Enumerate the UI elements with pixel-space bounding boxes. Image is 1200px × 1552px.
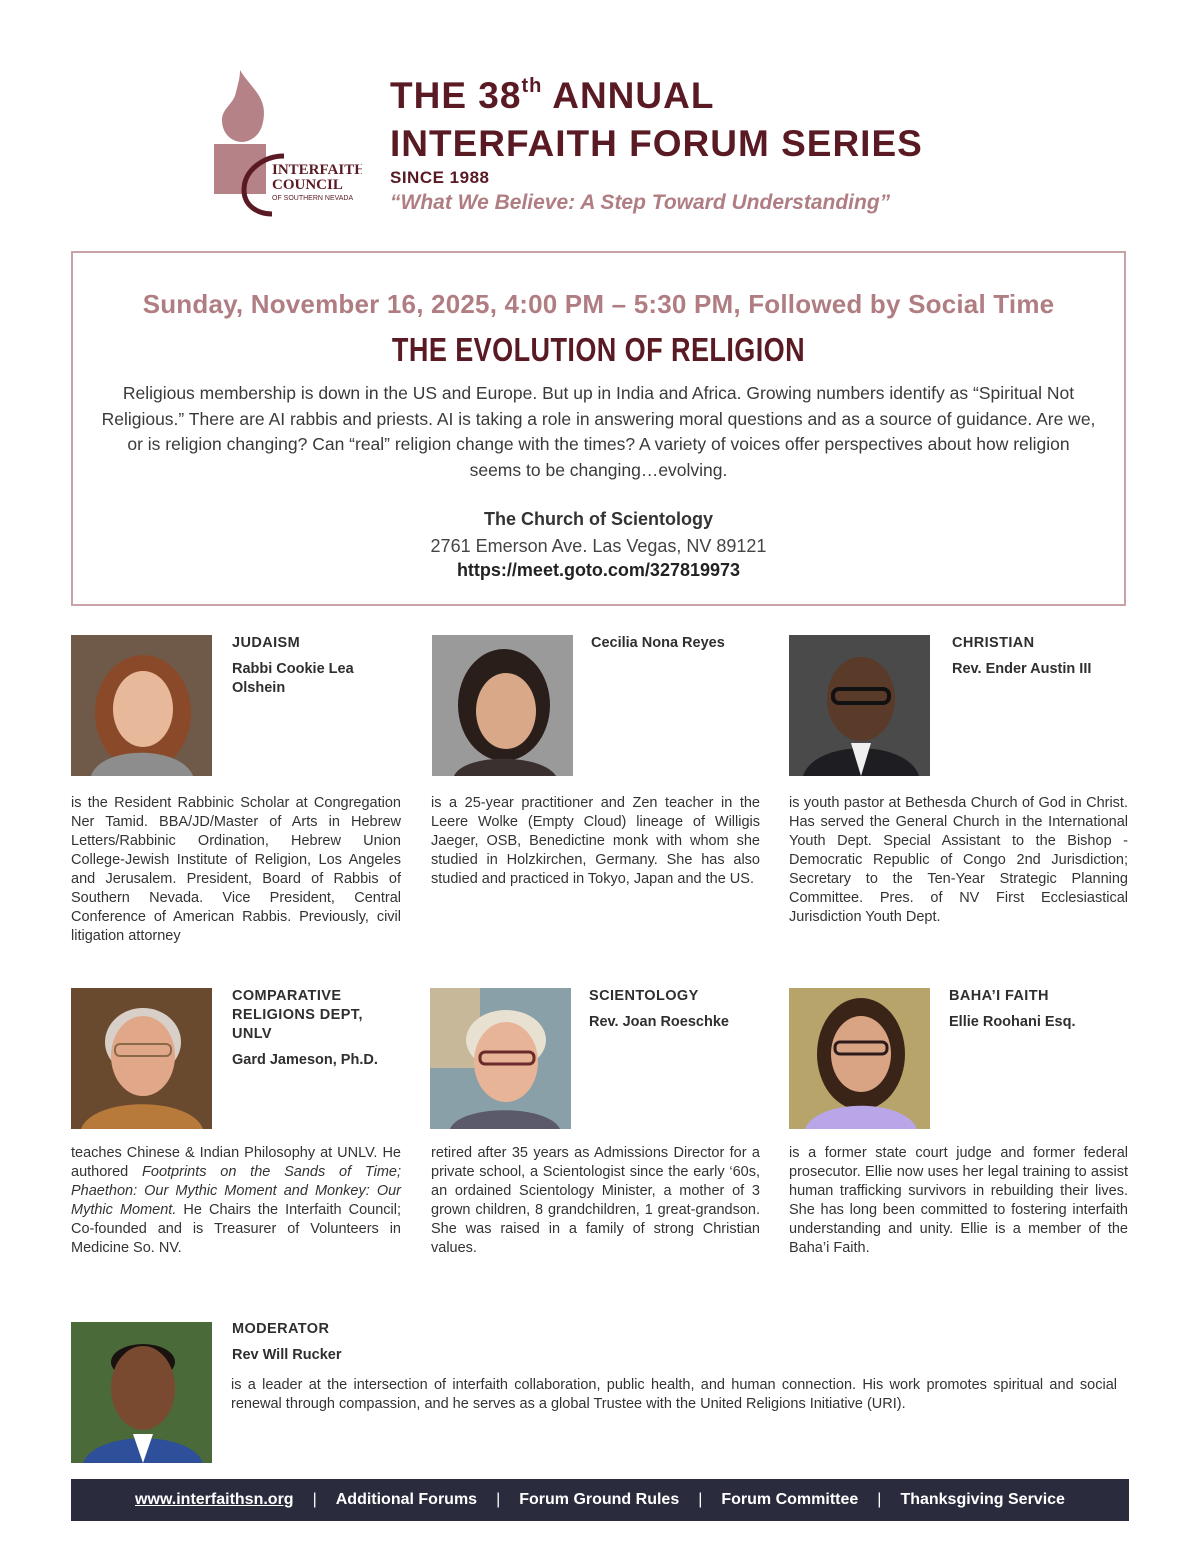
footer-link-additional-forums[interactable]: Additional Forums <box>335 1491 478 1508</box>
footer-separator: | <box>312 1491 317 1508</box>
moderator-role: MODERATOR <box>232 1321 330 1337</box>
event-title: THE EVOLUTION OF RELIGION <box>391 331 806 368</box>
meeting-link[interactable]: https://meet.goto.com/327819973 <box>456 560 741 580</box>
footer-link-forum-committee[interactable]: Forum Committee <box>721 1491 859 1508</box>
speaker-photo <box>432 635 573 776</box>
speaker-photo <box>71 988 212 1129</box>
moderator-name: Rev Will Rucker <box>232 1347 342 1363</box>
speaker-faith: SCIENTOLOGY <box>589 988 699 1004</box>
event-date: Sunday, November 16, 2025, 4:00 PM – 5:30 PM, Followed by Social Time <box>142 289 1055 319</box>
speaker-name: Rabbi Cookie Lea Olshein <box>232 661 354 696</box>
speaker-faith: JUDAISM <box>232 635 301 651</box>
speaker-faith: CHRISTIAN <box>952 635 1035 651</box>
speaker-heading <box>591 634 761 653</box>
speaker-name: Ellie Roohani Esq. <box>949 1014 1076 1030</box>
since-year: SINCE 1988 <box>390 168 490 187</box>
logo-text-1: INTERFAITH <box>272 162 362 178</box>
speaker-faith: COMPARATIVE RELIGIONS DEPT, UNLV <box>232 988 363 1042</box>
speaker-photo <box>430 988 571 1129</box>
speaker-bio: is youth pastor at Bethesda Church of God in Christ. Has served the General Church in the International Youth Dept. Special Assistant to the Bishop - Democratic Republic of Congo 2nd Jurisdiction; Secretary to the Ten-Year Strategic Planning Committee. Pres. of NV First Ecclesiastical Jurisdiction Youth Dept. <box>789 795 1128 925</box>
speaker-bio: is a 25-year practitioner and Zen teacher in the Leere Wolke (Empty Cloud) lineage of Willigis Jaeger, OSB, Benedictine monk with whom she studied in Holzkirchen, Germany. She has also studied and practiced in Tokyo, Japan and the US. <box>431 795 760 887</box>
speaker-name: Cecilia Nona Reyes <box>591 635 725 651</box>
footer-separator: | <box>877 1491 882 1508</box>
footer-separator: | <box>496 1491 501 1508</box>
footer-link-ground-rules[interactable]: Forum Ground Rules <box>519 1491 680 1508</box>
venue-address: 2761 Emerson Ave. Las Vegas, NV 89121 <box>430 536 767 556</box>
speaker-bio: teaches Chinese & Indian Philosophy at UNLV. He authored Footprints on the Sands of Time; Phaethon: Our Mythic Moment and Monkey: Our Mythic Moment. He Chairs the Interfaith Council; Co-founded and is Treasurer of Volunteers in Medicine So. NV. <box>71 1145 401 1256</box>
series-tagline: “What We Believe: A Step Toward Understanding” <box>390 191 891 214</box>
speaker-bio: is a former state court judge and former federal prosecutor. Ellie now uses her legal training to assist human trafficking survivors in rebuilding their lives. She has long been committed to fostering interfaith understanding and unity. Ellie is a member of the Baha’i Faith. <box>789 1145 1128 1256</box>
speaker-photo <box>789 635 930 776</box>
speaker-heading <box>952 634 1127 679</box>
footer-separator: | <box>698 1491 703 1508</box>
speaker-bio: retired after 35 years as Admissions Director for a private school, a Scientologist since the early ‘60s, an ordained Scientology Minister, a mother of 3 grown children, 8 grandchildren, 1 great-grandson. She was raised in a family of strong Christian values. <box>431 1145 760 1256</box>
speaker-heading <box>949 987 1124 1032</box>
series-title-line2: INTERFAITH FORUM SERIES <box>390 123 923 164</box>
speaker-faith: BAHA’I FAITH <box>949 988 1049 1004</box>
speaker-bio: is the Resident Rabbinic Scholar at Congregation Ner Tamid. BBA/JD/Master of Arts in Hebrew Letters/Rabbinic Ordination, Hebrew Union College-Jewish Institute of Religion, Los Angeles and Jerusalem. President, Board of Rabbis of Southern Nevada. Vice President, Central Conference of American Rabbis. Previously, civil litigation attorney <box>71 795 401 944</box>
footer-nav <box>71 1479 1129 1521</box>
moderator-bio: is a leader at the intersection of interfaith collaboration, public health, and human connection. His work promotes spiritual and social renewal through compassion, and he serves as a global Trustee with the United Religions Initiative (URI). <box>231 1377 1117 1412</box>
moderator-heading <box>232 1320 532 1365</box>
speaker-heading <box>589 987 764 1032</box>
speaker-name: Rev. Joan Roeschke <box>589 1014 729 1030</box>
logo-text-3: OF SOUTHERN NEVADA <box>272 195 354 202</box>
interfaith-council-logo <box>212 68 362 218</box>
venue-name: The Church of Scientology <box>483 509 713 529</box>
speaker-name: Rev. Ender Austin III <box>952 661 1092 677</box>
footer-link-thanksgiving-service[interactable]: Thanksgiving Service <box>900 1491 1065 1508</box>
speaker-heading <box>232 634 402 698</box>
event-details-box <box>71 251 1126 606</box>
speaker-photo <box>789 988 930 1129</box>
speaker-photo <box>71 635 212 776</box>
moderator-photo <box>71 1322 212 1463</box>
footer-link-website[interactable]: www.interfaithsn.org <box>135 1491 294 1508</box>
speaker-name: Gard Jameson, Ph.D. <box>232 1052 378 1068</box>
event-description: Religious membership is down in the US and Europe. But up in India and Africa. Growing numbers identify as “Spiritual Not Religious.” There are AI rabbis and priests. AI is taking a role in answering moral questions and as a source of guidance. Are we, or is religion changing? Can “real” religion change with the times? A variety of voices offer perspectives about how religion seems to be changing…evolving. <box>101 383 1096 480</box>
logo-text-2: COUNCIL <box>272 177 343 193</box>
series-title-line1: THE 38th ANNUAL <box>390 75 715 116</box>
speaker-heading <box>232 987 397 1070</box>
